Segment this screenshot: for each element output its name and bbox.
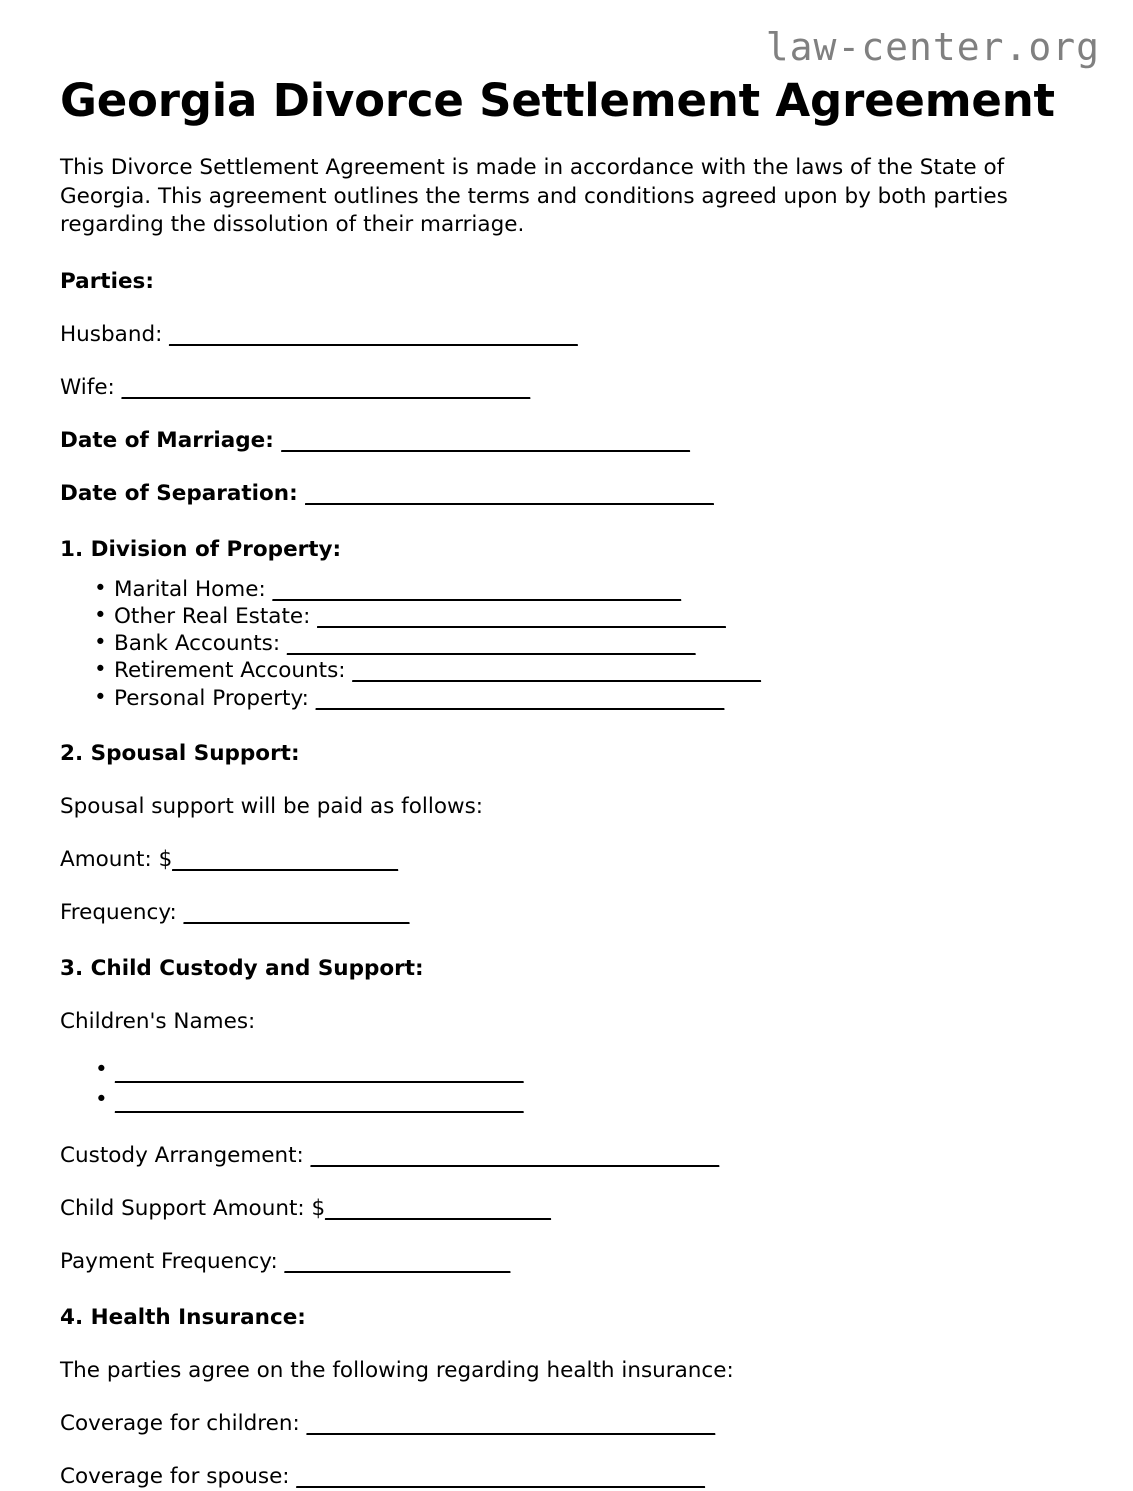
personal-property-input-blank[interactable]: ______________________________________ [315, 685, 725, 711]
coverage-spouse-input-blank[interactable]: ______________________________________ [296, 1464, 705, 1490]
coverage-spouse-row [60, 1438, 1070, 1491]
bank-accounts-label: Bank Accounts: [114, 631, 287, 657]
husband-label: Husband: [60, 321, 170, 347]
coverage-spouse-label: Coverage for spouse: [60, 1464, 297, 1490]
division-of-property-list [60, 564, 1070, 712]
bullet-icon: • [94, 684, 107, 710]
spousal-amount-label: Amount: $ [60, 846, 173, 872]
date-of-separation-input-blank[interactable]: ______________________________________ [305, 480, 714, 506]
parties-heading: Parties: [60, 268, 154, 294]
spousal-support-intro: Spousal support will be paid as follows: [60, 793, 484, 819]
section-2-heading: 2. Spousal Support: [60, 740, 300, 766]
bullet-icon: • [95, 1086, 108, 1112]
spousal-frequency-input-blank[interactable]: _____________________ [183, 899, 410, 925]
retirement-accounts-input-blank[interactable]: ______________________________________ [352, 658, 761, 684]
list-item [60, 657, 1070, 684]
date-of-separation-label: Date of Separation: [60, 480, 306, 506]
wife-label: Wife: [60, 374, 122, 400]
bullet-icon: • [94, 602, 107, 628]
spousal-amount-input-blank[interactable]: _____________________ [172, 846, 398, 872]
custody-arrangement-row [60, 1117, 1070, 1170]
payment-frequency-input-blank[interactable]: _____________________ [284, 1249, 511, 1275]
child-support-amount-row [60, 1170, 1070, 1223]
date-of-separation-row [60, 455, 1070, 508]
custody-arrangement-label: Custody Arrangement: [60, 1143, 311, 1169]
date-of-marriage-label: Date of Marriage: [60, 427, 282, 453]
custody-arrangement-input-blank[interactable]: ______________________________________ [310, 1143, 720, 1169]
bullet-icon: • [94, 630, 107, 656]
coverage-children-label: Coverage for children: [60, 1411, 307, 1437]
section-4-heading: 4. Health Insurance: [60, 1305, 306, 1331]
site-watermark: law-center.org [765, 25, 1100, 69]
retirement-accounts-label: Retirement Accounts: [114, 658, 353, 684]
document-body [60, 0, 1070, 1491]
childrens-names-list [60, 1036, 1070, 1116]
wife-input-blank[interactable]: ______________________________________ [121, 374, 531, 400]
bullet-icon: • [94, 657, 107, 683]
child-support-amount-input-blank[interactable]: _____________________ [325, 1196, 551, 1222]
other-real-estate-input-blank[interactable]: ______________________________________ [317, 603, 726, 629]
health-insurance-intro: The parties agree on the following regarding health insurance: [60, 1358, 734, 1384]
child-name-input-blank-1[interactable]: ______________________________________ [115, 1058, 524, 1084]
other-real-estate-label: Other Real Estate: [114, 603, 318, 629]
list-item [60, 685, 1070, 712]
bank-accounts-input-blank[interactable]: ______________________________________ [286, 631, 696, 657]
spousal-frequency-row [60, 874, 1070, 927]
list-item [60, 603, 1070, 630]
coverage-children-row [60, 1385, 1070, 1438]
child-support-amount-label: Child Support Amount: $ [60, 1196, 326, 1222]
section-3-heading: 3. Child Custody and Support: [60, 955, 424, 981]
husband-field-row [60, 296, 1070, 349]
bullet-icon: • [94, 575, 107, 601]
date-of-marriage-row [60, 402, 1070, 455]
marital-home-label: Marital Home: [114, 576, 273, 602]
spousal-amount-row [60, 821, 1070, 874]
list-item [60, 1088, 1070, 1116]
child-name-input-blank-2[interactable]: ______________________________________ [115, 1088, 524, 1114]
list-item [60, 576, 1070, 603]
childrens-names-label: Children's Names: [60, 1008, 256, 1034]
personal-property-label: Personal Property: [114, 685, 316, 711]
list-item [60, 630, 1070, 657]
section-1-heading: 1. Division of Property: [60, 536, 342, 562]
bullet-icon: • [95, 1056, 108, 1082]
date-of-marriage-input-blank[interactable]: ______________________________________ [281, 427, 690, 453]
intro-paragraph: This Divorce Settlement Agreement is made in accordance with the laws of the State of Georgia. This agreement outlines the terms and conditions agreed upon by both parties regarding the dissolution of their marriage. [60, 155, 1008, 238]
marital-home-input-blank[interactable]: ______________________________________ [272, 576, 682, 602]
husband-input-blank[interactable]: ______________________________________ [169, 321, 578, 347]
page-title: Georgia Divorce Settlement Agreement [60, 74, 1055, 127]
spousal-frequency-label: Frequency: [60, 899, 184, 925]
wife-field-row [60, 349, 1070, 402]
payment-frequency-label: Payment Frequency: [60, 1249, 285, 1275]
coverage-children-input-blank[interactable]: ______________________________________ [306, 1411, 716, 1437]
list-item [60, 1058, 1070, 1086]
payment-frequency-row [60, 1223, 1070, 1276]
